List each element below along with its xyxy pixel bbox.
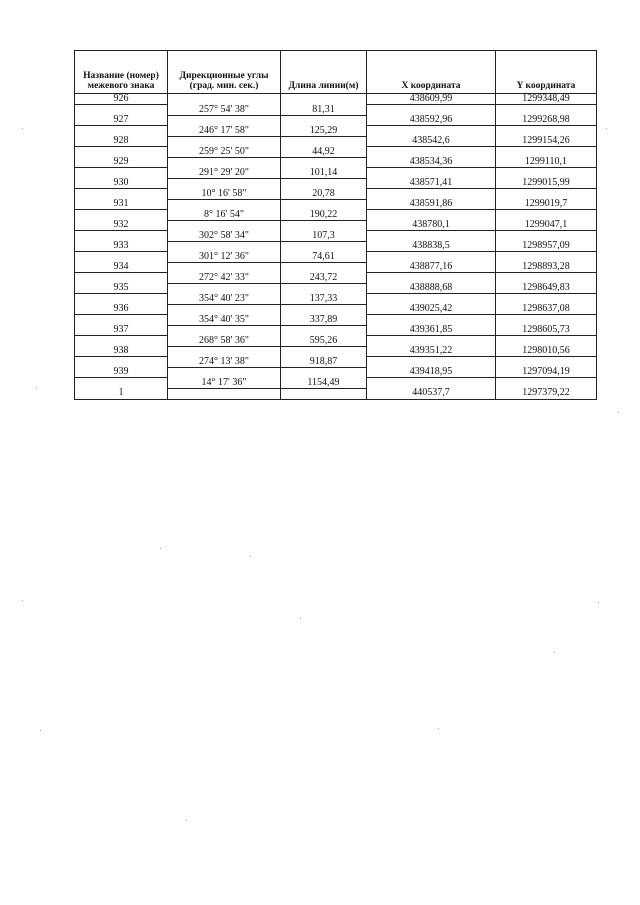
segment-row <box>75 147 597 158</box>
direction-angle: 259° 25' 50" <box>168 147 281 158</box>
empty-cell <box>168 178 281 189</box>
y-coordinate: 1298893,28 <box>496 262 597 273</box>
empty-cell <box>168 94 281 105</box>
empty-cell <box>496 315 597 326</box>
empty-cell <box>75 357 168 368</box>
line-length: 190,22 <box>281 210 367 221</box>
boundary-mark-name: 1 <box>75 388 168 399</box>
header-x-coordinate: X координата <box>367 51 496 94</box>
scan-speck <box>250 556 251 557</box>
empty-cell <box>281 367 367 378</box>
boundary-mark-name: 926 <box>75 94 168 105</box>
empty-cell <box>496 231 597 242</box>
point-row <box>75 304 597 315</box>
empty-cell <box>168 388 281 399</box>
scan-speck <box>598 602 599 603</box>
x-coordinate: 438838,5 <box>367 241 496 252</box>
empty-cell <box>367 105 496 116</box>
coordinates-table <box>74 50 597 400</box>
empty-cell <box>75 189 168 200</box>
boundary-mark-name: 927 <box>75 115 168 126</box>
segment-row <box>75 378 597 389</box>
boundary-mark-name: 937 <box>75 325 168 336</box>
point-row <box>75 115 597 126</box>
scan-speck <box>300 618 301 619</box>
x-coordinate: 438609,99 <box>367 94 496 105</box>
empty-cell <box>496 378 597 389</box>
x-coordinate: 439418,95 <box>367 367 496 378</box>
boundary-mark-name: 928 <box>75 136 168 147</box>
header-boundary-mark-name: Название (номер) межевого знака <box>75 51 168 94</box>
y-coordinate: 1299154,26 <box>496 136 597 147</box>
segment-row <box>75 126 597 137</box>
scan-speck <box>606 128 607 129</box>
empty-cell <box>367 357 496 368</box>
empty-cell <box>168 241 281 252</box>
direction-angle: 8° 16' 54" <box>168 210 281 221</box>
y-coordinate: 1298649,83 <box>496 283 597 294</box>
y-coordinate: 1299047,1 <box>496 220 597 231</box>
empty-cell <box>75 168 168 179</box>
boundary-mark-name: 936 <box>75 304 168 315</box>
empty-cell <box>496 189 597 200</box>
x-coordinate: 438877,16 <box>367 262 496 273</box>
y-coordinate: 1299019,7 <box>496 199 597 210</box>
x-coordinate: 440537,7 <box>367 388 496 399</box>
empty-cell <box>367 315 496 326</box>
empty-cell <box>281 220 367 231</box>
empty-cell <box>281 157 367 168</box>
empty-cell <box>75 147 168 158</box>
point-row <box>75 346 597 357</box>
empty-cell <box>496 168 597 179</box>
boundary-mark-name: 934 <box>75 262 168 273</box>
boundary-mark-name: 930 <box>75 178 168 189</box>
empty-cell <box>168 304 281 315</box>
boundary-mark-name: 939 <box>75 367 168 378</box>
x-coordinate: 438780,1 <box>367 220 496 231</box>
direction-angle: 272° 42' 33" <box>168 273 281 284</box>
empty-cell <box>281 241 367 252</box>
segment-row <box>75 231 597 242</box>
direction-angle: 354° 40' 23" <box>168 294 281 305</box>
empty-cell <box>168 346 281 357</box>
boundary-coordinates-sheet <box>74 50 596 400</box>
direction-angle: 274° 13' 38" <box>168 357 281 368</box>
direction-angle: 302° 58' 34" <box>168 231 281 242</box>
direction-angle: 10° 16' 58" <box>168 189 281 200</box>
empty-cell <box>75 210 168 221</box>
empty-cell <box>367 147 496 158</box>
direction-angle: 354° 40' 35" <box>168 315 281 326</box>
line-length: 107,3 <box>281 231 367 242</box>
direction-angle: 291° 29' 20" <box>168 168 281 179</box>
empty-cell <box>281 325 367 336</box>
empty-cell <box>496 126 597 137</box>
empty-cell <box>281 346 367 357</box>
x-coordinate: 439361,85 <box>367 325 496 336</box>
empty-cell <box>75 231 168 242</box>
segment-row <box>75 357 597 368</box>
empty-cell <box>281 94 367 105</box>
direction-angle: 268° 58' 36" <box>168 336 281 347</box>
direction-angle: 257° 54' 38" <box>168 105 281 116</box>
segment-row <box>75 189 597 200</box>
empty-cell <box>367 378 496 389</box>
empty-cell <box>168 199 281 210</box>
empty-cell <box>281 199 367 210</box>
y-coordinate: 1299348,49 <box>496 94 597 105</box>
point-row <box>75 325 597 336</box>
empty-cell <box>168 115 281 126</box>
point-row <box>75 136 597 147</box>
empty-cell <box>367 294 496 305</box>
point-row <box>75 367 597 378</box>
empty-cell <box>168 157 281 168</box>
empty-cell <box>75 315 168 326</box>
line-length: 44,92 <box>281 147 367 158</box>
line-length: 125,29 <box>281 126 367 137</box>
empty-cell <box>367 168 496 179</box>
empty-cell <box>496 147 597 158</box>
segment-row <box>75 168 597 179</box>
scan-speck <box>22 600 23 601</box>
segment-row <box>75 273 597 284</box>
x-coordinate: 439351,22 <box>367 346 496 357</box>
empty-cell <box>75 378 168 389</box>
empty-cell <box>168 283 281 294</box>
point-row <box>75 157 597 168</box>
y-coordinate: 1298957,09 <box>496 241 597 252</box>
scan-speck <box>22 128 23 129</box>
empty-cell <box>367 273 496 284</box>
empty-cell <box>75 105 168 116</box>
scan-speck <box>160 548 161 549</box>
line-length: 74,61 <box>281 252 367 263</box>
empty-cell <box>367 231 496 242</box>
scan-speck <box>40 730 41 731</box>
empty-cell <box>75 336 168 347</box>
y-coordinate: 1298637,08 <box>496 304 597 315</box>
point-row <box>75 220 597 231</box>
y-coordinate: 1298605,73 <box>496 325 597 336</box>
empty-cell <box>168 220 281 231</box>
table-header-row <box>75 51 597 94</box>
empty-cell <box>496 210 597 221</box>
boundary-mark-name: 933 <box>75 241 168 252</box>
segment-row <box>75 105 597 116</box>
x-coordinate: 438591,86 <box>367 199 496 210</box>
empty-cell <box>168 136 281 147</box>
empty-cell <box>281 262 367 273</box>
scan-speck <box>36 388 37 389</box>
line-length: 81,31 <box>281 105 367 116</box>
empty-cell <box>496 105 597 116</box>
segment-row <box>75 315 597 326</box>
y-coordinate: 1299268,98 <box>496 115 597 126</box>
boundary-mark-name: 931 <box>75 199 168 210</box>
point-row <box>75 94 597 105</box>
empty-cell <box>281 304 367 315</box>
empty-cell <box>367 126 496 137</box>
direction-angle: 246° 17' 58" <box>168 126 281 137</box>
empty-cell <box>367 189 496 200</box>
x-coordinate: 438571,41 <box>367 178 496 189</box>
empty-cell <box>75 252 168 263</box>
line-length: 137,33 <box>281 294 367 305</box>
scan-speck <box>438 728 439 729</box>
line-length: 20,78 <box>281 189 367 200</box>
point-row <box>75 178 597 189</box>
empty-cell <box>496 273 597 284</box>
boundary-mark-name: 929 <box>75 157 168 168</box>
header-line-length: Длина линии(м) <box>281 51 367 94</box>
empty-cell <box>281 136 367 147</box>
point-row <box>75 283 597 294</box>
empty-cell <box>496 336 597 347</box>
point-row <box>75 241 597 252</box>
header-direction-angle: Дирекционные углы (град. мин. сек.) <box>168 51 281 94</box>
scan-speck <box>554 652 555 653</box>
empty-cell <box>75 273 168 284</box>
line-length: 243,72 <box>281 273 367 284</box>
y-coordinate: 1298010,56 <box>496 346 597 357</box>
empty-cell <box>367 252 496 263</box>
y-coordinate: 1297379,22 <box>496 388 597 399</box>
y-coordinate: 1297094,19 <box>496 367 597 378</box>
y-coordinate: 1299110,1 <box>496 157 597 168</box>
segment-row <box>75 336 597 347</box>
line-length: 918,87 <box>281 357 367 368</box>
point-row <box>75 388 597 399</box>
x-coordinate: 438888,68 <box>367 283 496 294</box>
x-coordinate: 438542,6 <box>367 136 496 147</box>
x-coordinate: 439025,42 <box>367 304 496 315</box>
empty-cell <box>168 367 281 378</box>
x-coordinate: 438534,36 <box>367 157 496 168</box>
empty-cell <box>168 262 281 273</box>
boundary-mark-name: 938 <box>75 346 168 357</box>
point-row <box>75 262 597 273</box>
empty-cell <box>496 357 597 368</box>
empty-cell <box>281 115 367 126</box>
coordinates-table-body <box>75 94 597 400</box>
point-row <box>75 199 597 210</box>
empty-cell <box>168 325 281 336</box>
empty-cell <box>75 126 168 137</box>
empty-cell <box>496 252 597 263</box>
empty-cell <box>281 388 367 399</box>
boundary-mark-name: 932 <box>75 220 168 231</box>
segment-row <box>75 294 597 305</box>
line-length: 101,14 <box>281 168 367 179</box>
scan-speck <box>618 412 619 413</box>
boundary-mark-name: 935 <box>75 283 168 294</box>
line-length: 337,89 <box>281 315 367 326</box>
empty-cell <box>496 294 597 305</box>
segment-row <box>75 210 597 221</box>
direction-angle: 14° 17' 36" <box>168 378 281 389</box>
empty-cell <box>367 210 496 221</box>
line-length: 595,26 <box>281 336 367 347</box>
segment-row <box>75 252 597 263</box>
empty-cell <box>75 294 168 305</box>
line-length: 1154,49 <box>281 378 367 389</box>
empty-cell <box>367 336 496 347</box>
direction-angle: 301° 12' 36" <box>168 252 281 263</box>
scan-speck <box>186 820 187 821</box>
y-coordinate: 1299015,99 <box>496 178 597 189</box>
empty-cell <box>281 178 367 189</box>
x-coordinate: 438592,96 <box>367 115 496 126</box>
empty-cell <box>281 283 367 294</box>
header-y-coordinate: Y координата <box>496 51 597 94</box>
